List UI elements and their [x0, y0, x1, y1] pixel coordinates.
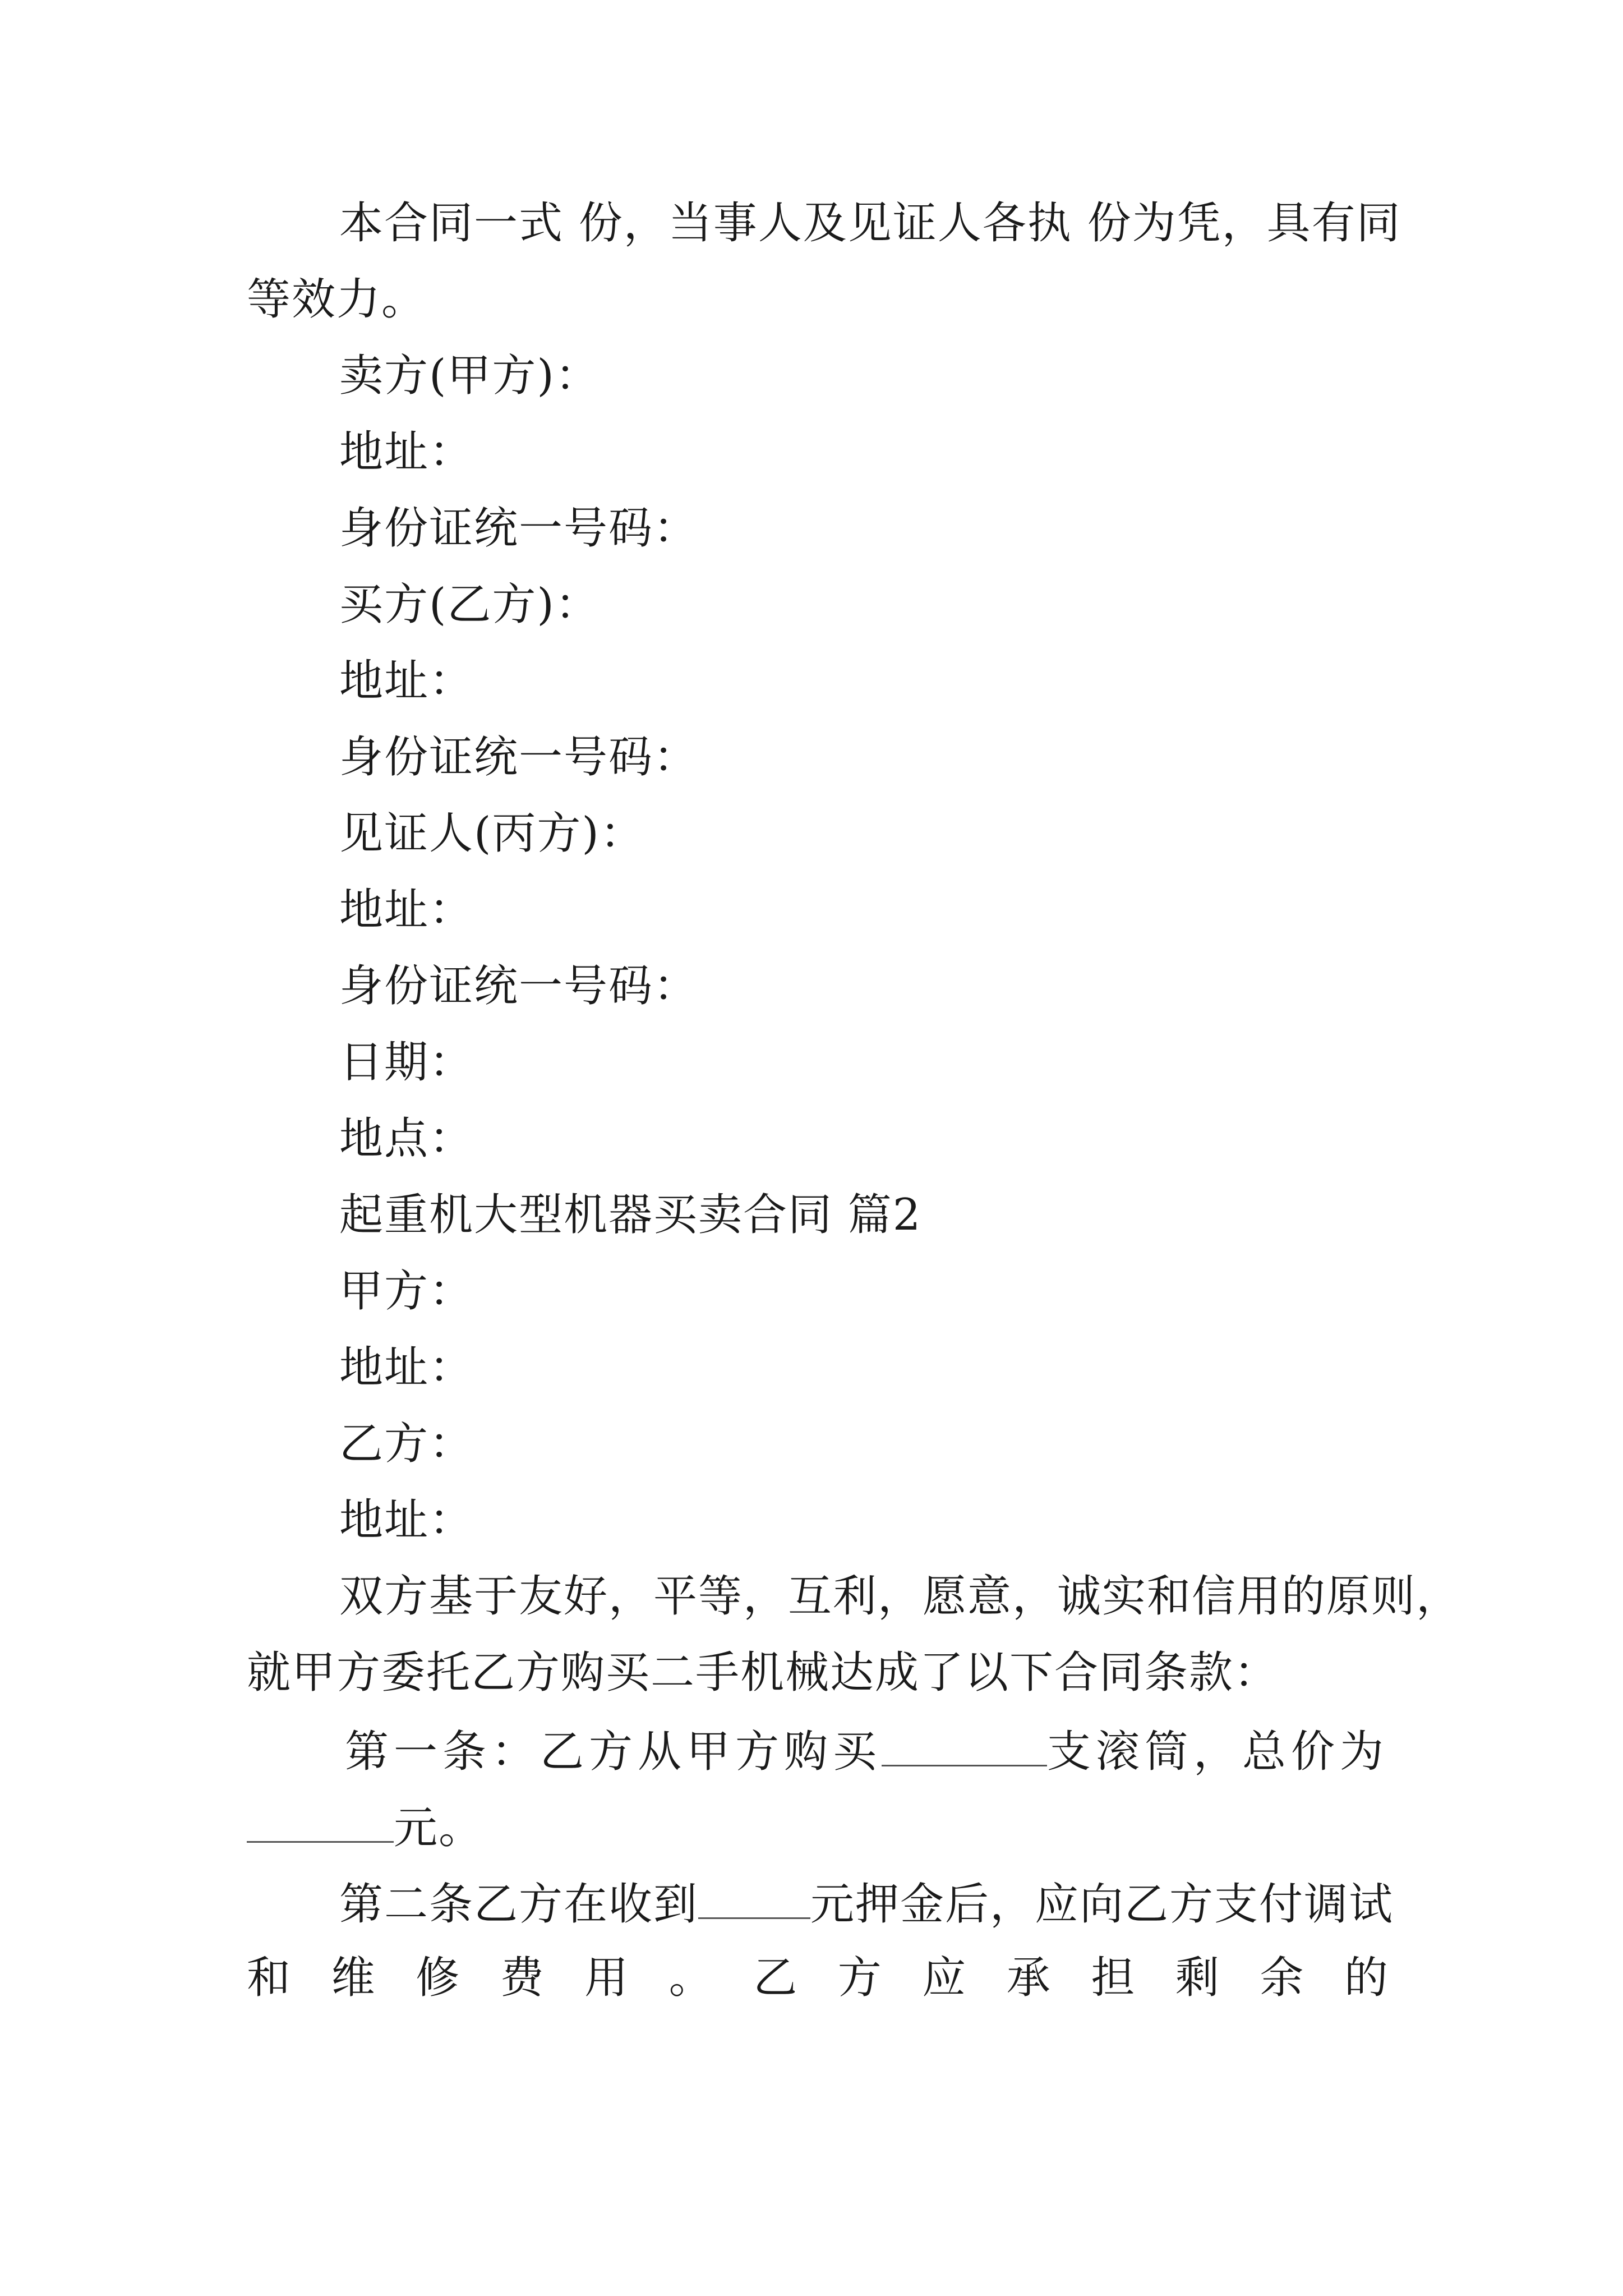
- article2-char: 修: [416, 1953, 460, 2003]
- party-a-address-label: 地址：: [339, 1342, 474, 1393]
- witness-id-label: 身份证统一号码：: [339, 961, 699, 1011]
- article2-line1: [339, 1874, 1394, 1932]
- buyer-label: 买方(乙方)：: [339, 579, 600, 630]
- article2-deposit-blank: [698, 1874, 810, 1919]
- paragraph-copies-line1: 本合同一式 份，当事人及见证人各执 份为凭，具有同: [339, 198, 1401, 249]
- article2-char: 乙: [753, 1953, 797, 2003]
- article2-char: 方: [837, 1953, 882, 2003]
- article1-suffix: 支滚筒，总价为: [1047, 1727, 1389, 1777]
- principle-paragraph-line2: 就甲方委托乙方购买二手机械达成了以下合同条款：: [247, 1648, 1279, 1698]
- article2-char: 的: [1344, 1953, 1388, 2003]
- place-label: 地点：: [339, 1114, 474, 1164]
- article2-char: 担: [1091, 1953, 1135, 2003]
- seller-id-label: 身份证统一号码：: [339, 503, 699, 554]
- paragraph-copies-line2: 等效力。: [247, 274, 427, 325]
- buyer-id-label: 身份证统一号码：: [339, 732, 699, 783]
- article2-char: 承: [1006, 1953, 1050, 2003]
- article2-char: 维: [331, 1953, 375, 2003]
- party-b-address-label: 地址：: [339, 1495, 474, 1545]
- seller-address-label: 地址：: [339, 427, 474, 477]
- article2-char: 。: [668, 1953, 713, 2003]
- article1-prefix: 第一条：乙方从甲方购买: [345, 1727, 882, 1777]
- buyer-address-label: 地址：: [339, 656, 474, 706]
- party-a-label: 甲方：: [339, 1266, 474, 1317]
- article1-end: 元。: [394, 1803, 484, 1853]
- article2-suffix: 元押金后，应向乙方支付调试: [810, 1879, 1394, 1930]
- article2-char: 费: [500, 1953, 544, 2003]
- party-b-label: 乙方：: [339, 1419, 474, 1469]
- article2-line2: [247, 1950, 1388, 2006]
- witness-address-label: 地址：: [339, 885, 474, 935]
- article2-char: 和: [247, 1953, 291, 2003]
- article2-char: 剩: [1175, 1953, 1219, 2003]
- date-label: 日期：: [339, 1037, 474, 1088]
- article1-price-blank: [247, 1797, 394, 1843]
- article2-char: 余: [1260, 1953, 1304, 2003]
- seller-label: 卖方(甲方)：: [339, 351, 600, 401]
- article2-char: 用: [584, 1953, 629, 2003]
- article1-line2: [247, 1797, 483, 1856]
- article1-quantity-blank: [882, 1721, 1047, 1766]
- witness-label: 见证人(丙方)：: [339, 808, 645, 859]
- section-title: 起重机大型机器买卖合同 篇2: [339, 1190, 922, 1240]
- article1-line1: [345, 1721, 1389, 1780]
- article2-prefix: 第二条乙方在收到: [339, 1879, 699, 1930]
- article2-char: 应: [922, 1953, 966, 2003]
- principle-paragraph-line1: 双方基于友好，平等，互利，愿意，诚实和信用的原则，: [339, 1571, 1461, 1622]
